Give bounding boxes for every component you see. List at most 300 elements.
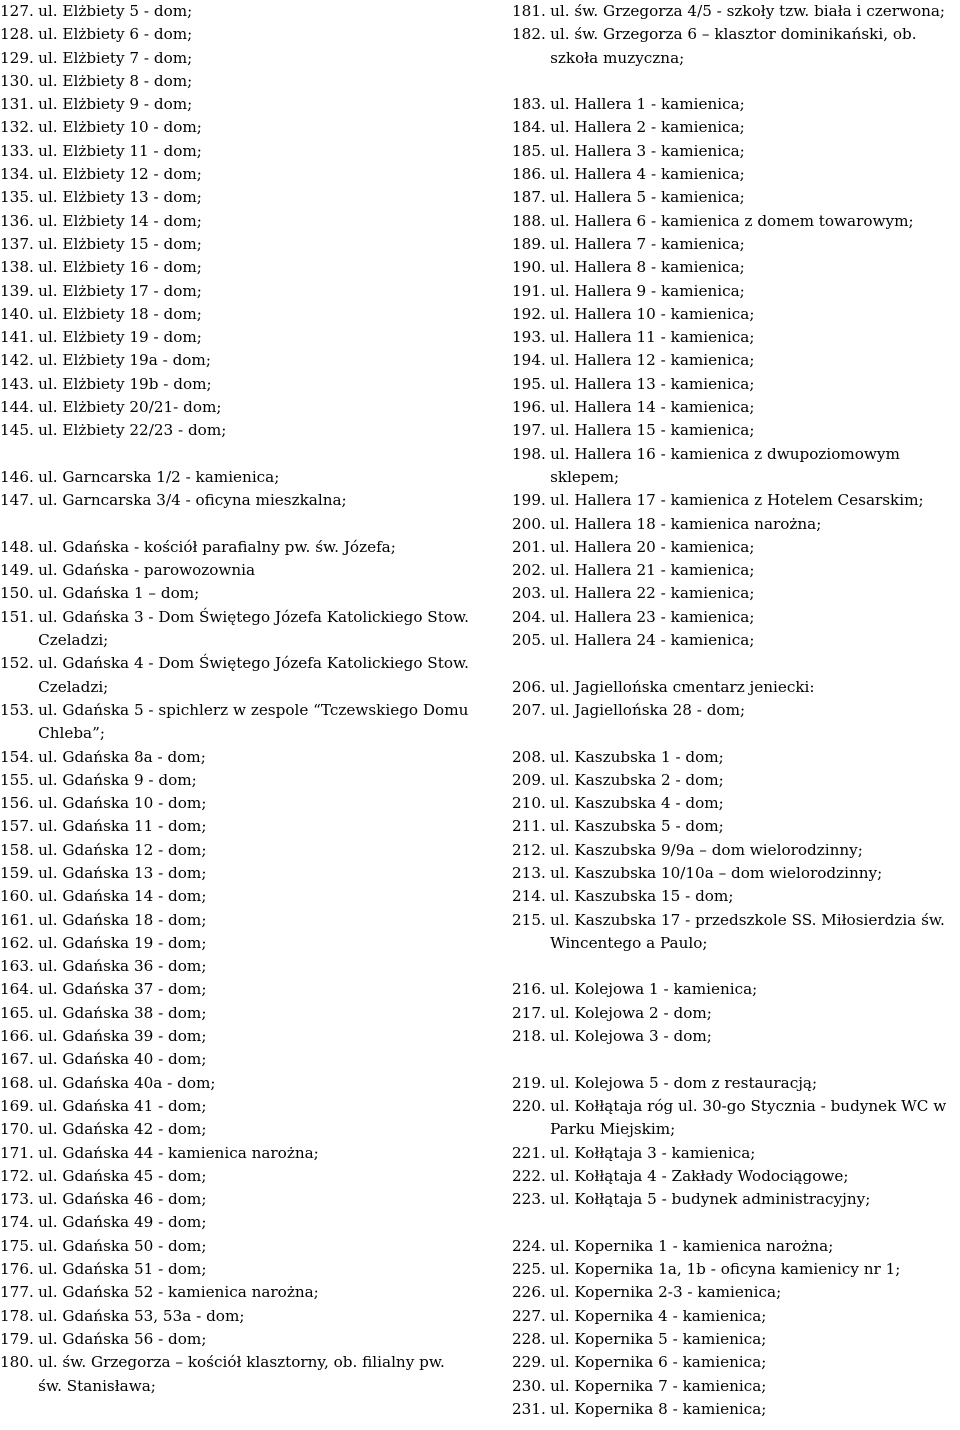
list-item [0, 1281, 470, 1304]
list-item [0, 1328, 470, 1351]
list-item [512, 839, 960, 862]
list-item [0, 815, 470, 838]
list-item [0, 116, 470, 139]
item-number: 185. [512, 141, 546, 160]
item-text: ul. Gdańska 46 - dom; [38, 1190, 207, 1209]
item-text: ul. Hallera 6 - kamienica z domem towarowym; [550, 211, 914, 230]
list-item [512, 396, 960, 419]
list-item [512, 629, 960, 652]
item-number: 209. [512, 770, 546, 789]
list-item [0, 559, 470, 582]
item-number: 150. [0, 584, 34, 603]
item-text: ul. Elżbiety 14 - dom; [38, 211, 202, 230]
item-number: 180. [0, 1353, 34, 1372]
list-item [0, 303, 470, 326]
item-number: 149. [0, 561, 34, 580]
item-number: 137. [0, 234, 34, 253]
list-item [512, 559, 960, 582]
item-number: 219. [512, 1073, 546, 1092]
item-text: ul. Kaszubska 10/10a – dom wielorodzinny; [550, 863, 883, 882]
item-text: ul. Jagiellońska 28 - dom; [550, 700, 746, 719]
item-number: 132. [0, 118, 34, 137]
list-item [0, 1025, 470, 1048]
item-number: 144. [0, 398, 34, 417]
list-item [512, 419, 960, 442]
item-number: 154. [0, 747, 34, 766]
item-number: 166. [0, 1027, 34, 1046]
item-text: ul. Hallera 18 - kamienica narożna; [550, 514, 822, 533]
item-number: 203. [512, 584, 546, 603]
list-item [512, 280, 960, 303]
list-item [512, 1398, 960, 1421]
item-number: 210. [512, 794, 546, 813]
item-number: 207. [512, 700, 546, 719]
item-text: ul. Elżbiety 6 - dom; [38, 25, 193, 44]
list-item [512, 1072, 960, 1095]
item-text: ul. Gdańska 38 - dom; [38, 1003, 207, 1022]
item-number: 211. [512, 817, 546, 836]
item-number: 205. [512, 631, 546, 650]
item-text: ul. Kaszubska 9/9a – dom wielorodzinny; [550, 840, 863, 859]
right-column [512, 0, 960, 1421]
list-item [0, 862, 470, 885]
list-item [0, 932, 470, 955]
list-item [0, 140, 470, 163]
list-item [0, 1072, 470, 1095]
list-item [512, 606, 960, 629]
item-text: ul. Kopernika 7 - kamienica; [550, 1376, 767, 1395]
item-text: ul. Gdańska 40 - dom; [38, 1050, 207, 1069]
item-text: ul. Gdańska 51 - dom; [38, 1260, 207, 1279]
item-number: 128. [0, 25, 34, 44]
item-text: ul. Gdańska 18 - dom; [38, 910, 207, 929]
list-item [0, 1188, 470, 1211]
item-number: 170. [0, 1120, 34, 1139]
item-text: ul. Hallera 24 - kamienica; [550, 631, 755, 650]
list-item [0, 1235, 470, 1258]
list-item [0, 1048, 470, 1071]
item-number: 127. [0, 2, 34, 20]
item-number: 212. [512, 840, 546, 859]
item-number: 174. [0, 1213, 34, 1232]
list-item [0, 466, 470, 489]
item-text: ul. Elżbiety 13 - dom; [38, 188, 202, 207]
item-number: 199. [512, 491, 546, 510]
item-text: ul. Elżbiety 8 - dom; [38, 71, 193, 90]
item-number: 230. [512, 1376, 546, 1395]
item-text: ul. Kolejowa 1 - kamienica; [550, 980, 758, 999]
item-text: ul. Kaszubska 5 - dom; [550, 817, 724, 836]
list-item [512, 489, 960, 512]
item-text: ul. św. Grzegorza 4/5 - szkoły tzw. biała i czerwona; [550, 2, 946, 20]
item-number: 194. [512, 351, 546, 370]
item-text: ul. Gdańska 37 - dom; [38, 980, 207, 999]
list-item [512, 326, 960, 349]
item-text: ul. Kopernika 6 - kamienica; [550, 1353, 767, 1372]
item-text: ul. Gdańska 41 - dom; [38, 1096, 207, 1115]
item-text: ul. Gdańska 53, 53a - dom; [38, 1306, 245, 1325]
item-text: ul. Garncarska 1/2 - kamienica; [38, 467, 280, 486]
item-number: 208. [512, 747, 546, 766]
item-text: ul. Garncarska 3/4 - oficyna mieszkalna; [38, 491, 347, 510]
item-number: 167. [0, 1050, 34, 1069]
item-text: ul. Elżbiety 16 - dom; [38, 258, 202, 277]
item-number: 190. [512, 258, 546, 277]
item-number: 222. [512, 1166, 546, 1185]
list-item [0, 349, 470, 372]
item-text: ul. Elżbiety 17 - dom; [38, 281, 202, 300]
list-item [512, 210, 960, 233]
item-text: ul. Kołłątaja róg ul. 30-go Stycznia - budynek WC w Parku Miejskim; [550, 1096, 947, 1139]
list-item [512, 116, 960, 139]
list-item [512, 1025, 960, 1048]
item-number: 186. [512, 165, 546, 184]
item-number: 225. [512, 1260, 546, 1279]
item-number: 140. [0, 304, 34, 323]
item-number: 179. [0, 1329, 34, 1348]
item-text: ul. Kopernika 1 - kamienica narożna; [550, 1236, 834, 1255]
item-number: 193. [512, 328, 546, 347]
list-item [0, 746, 470, 769]
list-item [0, 210, 470, 233]
list-item [512, 256, 960, 279]
item-text: ul. Hallera 13 - kamienica; [550, 374, 755, 393]
item-number: 204. [512, 607, 546, 626]
item-text: ul. Hallera 16 - kamienica z dwupoziomowym sklepem; [550, 444, 900, 486]
item-text: ul. Gdańska 13 - dom; [38, 863, 207, 882]
item-number: 156. [0, 794, 34, 813]
item-text: ul. Hallera 11 - kamienica; [550, 328, 755, 347]
item-text: ul. Gdańska 10 - dom; [38, 794, 207, 813]
list-item [0, 885, 470, 908]
item-text: ul. Hallera 5 - kamienica; [550, 188, 745, 207]
item-text: ul. Kopernika 1a, 1b - oficyna kamienicy nr 1; [550, 1260, 901, 1279]
item-number: 229. [512, 1353, 546, 1372]
item-text: ul. Kolejowa 3 - dom; [550, 1027, 712, 1046]
list-item [512, 1281, 960, 1304]
item-text: ul. Elżbiety 19 - dom; [38, 328, 202, 347]
item-number: 178. [0, 1306, 34, 1325]
list-item [512, 1142, 960, 1165]
item-text: ul. Gdańska 8a - dom; [38, 747, 206, 766]
item-text: ul. Kaszubska 15 - dom; [550, 887, 734, 906]
item-number: 195. [512, 374, 546, 393]
item-number: 221. [512, 1143, 546, 1162]
item-number: 216. [512, 980, 546, 999]
item-text: ul. Elżbiety 9 - dom; [38, 95, 193, 114]
item-text: ul. Hallera 9 - kamienica; [550, 281, 745, 300]
list-item [0, 652, 470, 699]
item-text: ul. Kolejowa 2 - dom; [550, 1003, 712, 1022]
item-number: 188. [512, 211, 546, 230]
item-text: ul. Kołłątaja 3 - kamienica; [550, 1143, 756, 1162]
item-text: ul. Elżbiety 12 - dom; [38, 165, 202, 184]
item-number: 220. [512, 1096, 546, 1115]
item-number: 135. [0, 188, 34, 207]
item-text: ul. Hallera 23 - kamienica; [550, 607, 755, 626]
item-text: ul. Elżbiety 15 - dom; [38, 234, 202, 253]
item-text: ul. Kaszubska 17 - przedszkole SS. Miłosierdzia św. Wincentego a Paulo; [550, 910, 945, 952]
list-item [512, 513, 960, 536]
list-item [0, 419, 470, 442]
list-item [0, 489, 470, 512]
item-text: ul. Gdańska - kościół parafialny pw. św. Józefa; [38, 537, 396, 556]
item-number: 133. [0, 141, 34, 160]
item-number: 177. [0, 1283, 34, 1302]
list-item [0, 1211, 470, 1234]
list-item [0, 1258, 470, 1281]
item-number: 146. [0, 467, 34, 486]
list-item [512, 1235, 960, 1258]
item-number: 161. [0, 910, 34, 929]
list-item [0, 769, 470, 792]
list-item [512, 140, 960, 163]
item-number: 213. [512, 863, 546, 882]
item-text: ul. Hallera 8 - kamienica; [550, 258, 745, 277]
list-item [0, 1351, 470, 1398]
list-item [512, 699, 960, 722]
list-item [512, 792, 960, 815]
item-text: ul. Elżbiety 19a - dom; [38, 351, 211, 370]
list-item [512, 978, 960, 1001]
item-number: 131. [0, 95, 34, 114]
item-number: 228. [512, 1329, 546, 1348]
list-item [512, 233, 960, 256]
list-item [512, 676, 960, 699]
item-text: ul. św. Grzegorza – kościół klasztorny, ob. filialny pw. św. Stanisława; [38, 1353, 445, 1395]
item-number: 218. [512, 1027, 546, 1046]
list-item [512, 1165, 960, 1188]
item-number: 141. [0, 328, 34, 347]
list-item [512, 582, 960, 605]
item-text: ul. Elżbiety 5 - dom; [38, 2, 193, 20]
item-text: ul. Hallera 17 - kamienica z Hotelem Cesarskim; [550, 491, 924, 510]
item-number: 164. [0, 980, 34, 999]
item-text: ul. Gdańska 39 - dom; [38, 1027, 207, 1046]
list-item [0, 0, 470, 23]
list-item [512, 1002, 960, 1025]
list-item [0, 1142, 470, 1165]
list-item [512, 746, 960, 769]
list-item [0, 955, 470, 978]
item-text: ul. Kopernika 5 - kamienica; [550, 1329, 767, 1348]
item-number: 138. [0, 258, 34, 277]
item-text: ul. Hallera 15 - kamienica; [550, 421, 755, 440]
list-item [512, 885, 960, 908]
item-text: ul. Hallera 7 - kamienica; [550, 234, 745, 253]
item-text: ul. Kolejowa 5 - dom z restauracją; [550, 1073, 818, 1092]
list-item [512, 536, 960, 559]
item-number: 130. [0, 71, 34, 90]
list-item [0, 326, 470, 349]
item-number: 147. [0, 491, 34, 510]
item-number: 129. [0, 48, 34, 67]
item-number: 148. [0, 537, 34, 556]
item-text: ul. Elżbiety 7 - dom; [38, 48, 193, 67]
item-text: ul. Gdańska 12 - dom; [38, 840, 207, 859]
left-column [0, 0, 470, 1398]
item-text: ul. Gdańska 14 - dom; [38, 887, 207, 906]
item-text: ul. Kaszubska 4 - dom; [550, 794, 724, 813]
item-number: 226. [512, 1283, 546, 1302]
list-item [0, 839, 470, 862]
item-text: ul. Gdańska 1 – dom; [38, 584, 200, 603]
item-text: ul. Kaszubska 2 - dom; [550, 770, 724, 789]
item-text: ul. Gdańska 56 - dom; [38, 1329, 207, 1348]
item-text: ul. Gdańska 52 - kamienica narożna; [38, 1283, 319, 1302]
list-item [0, 909, 470, 932]
list-item [512, 349, 960, 372]
item-text: ul. Kaszubska 1 - dom; [550, 747, 724, 766]
item-text: ul. Kopernika 4 - kamienica; [550, 1306, 767, 1325]
item-number: 202. [512, 561, 546, 580]
item-number: 160. [0, 887, 34, 906]
item-text: ul. Gdańska 50 - dom; [38, 1236, 207, 1255]
item-text: ul. Elżbiety 10 - dom; [38, 118, 202, 137]
item-text: ul. Hallera 22 - kamienica; [550, 584, 755, 603]
item-number: 175. [0, 1236, 34, 1255]
item-text: ul. Hallera 21 - kamienica; [550, 561, 755, 580]
item-text: ul. Elżbiety 22/23 - dom; [38, 421, 227, 440]
list-item [512, 373, 960, 396]
item-number: 168. [0, 1073, 34, 1092]
list-item [0, 1305, 470, 1328]
item-text: ul. Hallera 12 - kamienica; [550, 351, 755, 370]
item-number: 153. [0, 700, 34, 719]
item-text: ul. Gdańska 4 - Dom Świętego Józefa Katolickiego Stow. Czeladzi; [38, 654, 469, 696]
item-number: 145. [0, 421, 34, 440]
item-number: 163. [0, 957, 34, 976]
list-item [0, 280, 470, 303]
list-item [512, 1305, 960, 1328]
item-text: ul. Hallera 3 - kamienica; [550, 141, 745, 160]
item-text: ul. Hallera 20 - kamienica; [550, 537, 755, 556]
item-text: ul. Hallera 2 - kamienica; [550, 118, 745, 137]
item-number: 181. [512, 2, 546, 20]
item-number: 142. [0, 351, 34, 370]
item-number: 191. [512, 281, 546, 300]
item-number: 139. [0, 281, 34, 300]
item-text: ul. Hallera 10 - kamienica; [550, 304, 755, 323]
item-number: 143. [0, 374, 34, 393]
item-text: ul. Elżbiety 20/21- dom; [38, 398, 222, 417]
list-item [512, 23, 960, 70]
list-item [512, 1188, 960, 1211]
item-number: 223. [512, 1190, 546, 1209]
list-item [512, 909, 960, 956]
list-item [512, 1095, 960, 1142]
item-text: ul. Gdańska 11 - dom; [38, 817, 207, 836]
item-text: ul. Hallera 1 - kamienica; [550, 95, 745, 114]
list-item [512, 815, 960, 838]
item-number: 227. [512, 1306, 546, 1325]
list-item [512, 769, 960, 792]
list-item [0, 1165, 470, 1188]
item-number: 184. [512, 118, 546, 137]
list-item [0, 93, 470, 116]
list-item [0, 47, 470, 70]
item-number: 169. [0, 1096, 34, 1115]
item-number: 134. [0, 165, 34, 184]
list-item [0, 233, 470, 256]
item-number: 151. [0, 607, 34, 626]
list-item [512, 1351, 960, 1374]
item-text: ul. Kołłątaja 4 - Zakłady Wodociągowe; [550, 1166, 849, 1185]
item-text: ul. Gdańska 3 - Dom Świętego Józefa Katolickiego Stow. Czeladzi; [38, 607, 469, 650]
item-number: 201. [512, 537, 546, 556]
item-number: 183. [512, 95, 546, 114]
item-text: ul. Gdańska - parowozownia [38, 561, 256, 580]
list-item [512, 186, 960, 209]
item-number: 159. [0, 863, 34, 882]
list-item [0, 163, 470, 186]
list-item [0, 792, 470, 815]
item-number: 192. [512, 304, 546, 323]
item-number: 176. [0, 1260, 34, 1279]
list-item [0, 606, 470, 653]
item-number: 152. [0, 654, 34, 673]
list-item [512, 0, 960, 23]
list-item [0, 23, 470, 46]
list-item [0, 536, 470, 559]
item-number: 158. [0, 840, 34, 859]
item-text: ul. Hallera 4 - kamienica; [550, 165, 745, 184]
item-text: ul. Gdańska 45 - dom; [38, 1166, 207, 1185]
list-item [512, 1328, 960, 1351]
list-item [0, 1095, 470, 1118]
item-text: ul. Elżbiety 18 - dom; [38, 304, 202, 323]
item-text: ul. Gdańska 9 - dom; [38, 770, 197, 789]
item-number: 231. [512, 1399, 546, 1418]
item-text: ul. św. Grzegorza 6 – klasztor dominikański, ob. szkoła muzyczna; [550, 25, 917, 67]
item-number: 196. [512, 398, 546, 417]
item-number: 187. [512, 188, 546, 207]
list-item [0, 256, 470, 279]
item-number: 157. [0, 817, 34, 836]
list-item [0, 978, 470, 1001]
item-text: ul. Gdańska 19 - dom; [38, 933, 207, 952]
item-number: 217. [512, 1003, 546, 1022]
item-text: ul. Gdańska 5 - spichlerz w zespole “Tczewskiego Domu Chleba”; [38, 700, 469, 743]
list-item [0, 582, 470, 605]
item-text: ul. Gdańska 44 - kamienica narożna; [38, 1143, 319, 1162]
item-number: 189. [512, 234, 546, 253]
list-item [0, 396, 470, 419]
item-number: 165. [0, 1003, 34, 1022]
item-number: 206. [512, 677, 546, 696]
item-text: ul. Gdańska 36 - dom; [38, 957, 207, 976]
list-item [0, 373, 470, 396]
list-item [512, 862, 960, 885]
item-text: ul. Elżbiety 19b - dom; [38, 374, 212, 393]
item-number: 155. [0, 770, 34, 789]
item-number: 173. [0, 1190, 34, 1209]
list-item [0, 70, 470, 93]
item-number: 172. [0, 1166, 34, 1185]
item-text: ul. Gdańska 42 - dom; [38, 1120, 207, 1139]
item-number: 214. [512, 887, 546, 906]
list-item [0, 1002, 470, 1025]
item-text: ul. Jagiellońska cmentarz jeniecki: [550, 677, 815, 696]
list-item [512, 1375, 960, 1398]
item-number: 171. [0, 1143, 34, 1162]
item-number: 200. [512, 514, 546, 533]
item-text: ul. Elżbiety 11 - dom; [38, 141, 202, 160]
list-item [0, 699, 470, 746]
item-text: ul. Gdańska 49 - dom; [38, 1213, 207, 1232]
item-text: ul. Kopernika 2-3 - kamienica; [550, 1283, 782, 1302]
item-number: 162. [0, 933, 34, 952]
